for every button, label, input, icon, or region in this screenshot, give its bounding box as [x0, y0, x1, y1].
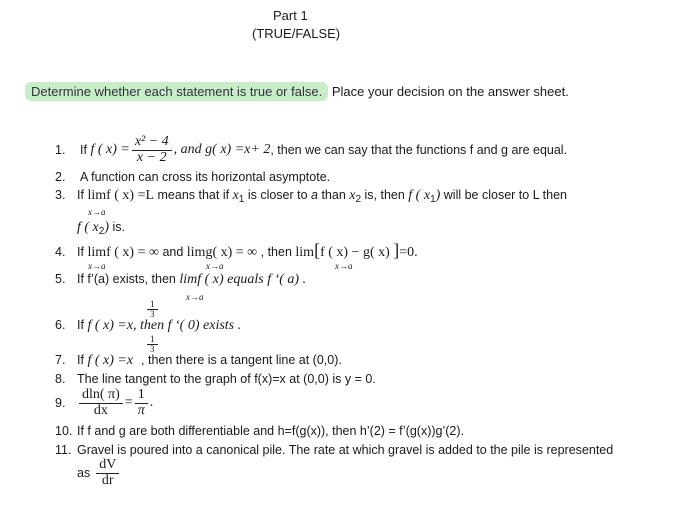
math-expression: limf ( x) equals f ‘( a) . [179, 272, 307, 287]
instructions [25, 84, 569, 99]
exponent-fraction [147, 300, 158, 320]
list-item-3-cont [77, 220, 125, 237]
instructions-highlight: Determine whether each statement is true or false. [25, 82, 328, 101]
item-number: 11. [55, 443, 72, 457]
item-number: 9. [55, 396, 66, 411]
math-fx: f ( x) = [90, 142, 130, 157]
list-item-3 [55, 188, 567, 205]
item-text: is closer to [244, 188, 312, 202]
fraction-numerator: dln( π) [79, 388, 123, 404]
item-text: If [77, 188, 84, 202]
item-text: than [317, 188, 350, 202]
item-text: is. [109, 220, 125, 234]
math-fx: f ( x) =x [87, 318, 134, 333]
limit-subscript: x→a [88, 261, 106, 271]
item-text: is, then [361, 188, 409, 202]
limit-subscript: x→a [206, 261, 224, 271]
item-text: If [77, 318, 84, 332]
instructions-rest: Place your decision on the answer sheet. [328, 84, 569, 99]
item-text: A function can cross its horizontal asymptote. [80, 170, 331, 184]
fraction-denominator: x − 2 [136, 149, 167, 165]
exponent-denominator: 3 [150, 344, 155, 355]
fraction [79, 388, 123, 418]
math-limit: limf ( x) =L [87, 188, 155, 203]
fraction-numerator: x² − 4 [132, 135, 172, 151]
item-number: 2. [55, 170, 66, 184]
math-subscript: 1 [238, 194, 245, 205]
fraction-denominator: π [137, 402, 145, 418]
fraction-denominator: dr [101, 472, 114, 488]
item-text: and [158, 245, 187, 259]
math-subscript: 2 [355, 194, 362, 205]
math-gx: , and g( x) =x+ 2 [173, 142, 271, 157]
exponent-denominator: 3 [150, 309, 155, 320]
limit-subscript: x→a [186, 292, 204, 302]
fraction [132, 135, 172, 165]
fraction-numerator: dV [96, 458, 119, 474]
math-period: . [149, 395, 154, 411]
exponent-numerator: 1 [147, 300, 158, 310]
item-number: 4. [55, 245, 66, 259]
item-number: 6. [55, 318, 66, 332]
list-item-1 [55, 130, 567, 170]
item-text: as [77, 466, 91, 481]
math-fx: f ( x) =x [87, 353, 134, 368]
item-number: 7. [55, 353, 66, 367]
limit-subscript: x→a [88, 207, 106, 217]
item-number: 8. [55, 372, 66, 386]
math-subscript: 2 [98, 226, 105, 237]
list-item-9 [55, 388, 153, 418]
item-number: 3. [55, 188, 66, 202]
list-item-6 [55, 318, 241, 334]
part-subtitle: (TRUE/FALSE) [252, 26, 341, 41]
limit-subscript: x→a [335, 261, 353, 271]
list-item-11 [55, 443, 613, 457]
math-var: x [232, 188, 239, 203]
item-number: 10. [55, 424, 73, 438]
item-text: If [77, 245, 84, 259]
list-item-5 [55, 272, 306, 288]
math-limit: limf ( x) = ∞ [87, 245, 159, 260]
bracket-close: ] [393, 240, 400, 260]
math-paren: ) [104, 220, 109, 235]
item-text: If [80, 143, 87, 157]
math-func: f ( x [408, 188, 431, 203]
item-text: The line tangent to the graph of f(x)=x at (0,0) is y = 0. [77, 372, 376, 386]
bracket-open: [ [314, 240, 321, 260]
list-item-11-cont [77, 458, 121, 488]
item-text: means that if [154, 188, 233, 202]
exponent-numerator: 1 [147, 335, 158, 345]
math-limit: lim [295, 245, 315, 260]
math-var: x [349, 188, 356, 203]
math-equals: =0. [399, 245, 418, 260]
item-text: If f and g are both differentiable and h=f(g(x)), then h’(2) = f’(g(x))g’(2). [77, 424, 464, 438]
fraction-numerator: 1 [135, 388, 148, 404]
exponent-fraction [147, 335, 158, 355]
item-text: Gravel is poured into a canonical pile. The rate at which gravel is added to the pile is represented [77, 443, 614, 457]
math-subscript: 1 [430, 194, 436, 205]
part-title: Part 1 [273, 8, 308, 23]
list-item-2 [55, 170, 330, 184]
item-text: will be closer to L then [440, 188, 567, 202]
list-item-7 [55, 353, 342, 369]
fraction-denominator: dx [93, 402, 108, 418]
item-text: If [77, 353, 84, 367]
math-var: a [311, 188, 318, 202]
math-equals: = [124, 395, 133, 411]
fraction [135, 388, 148, 418]
list-item-8 [55, 372, 376, 386]
math-paren: ) [435, 188, 441, 203]
item-number: 5. [55, 272, 66, 286]
math-expression: f ( x) − g( x) [320, 245, 394, 260]
fraction [96, 458, 119, 488]
item-text: , then we can say that the functions f and g are equal. [270, 143, 568, 157]
item-number: 1. [55, 143, 66, 157]
math-func: f ( x [77, 220, 99, 235]
item-text: , then there is a tangent line at (0,0). [141, 353, 342, 367]
list-item-4 [55, 240, 418, 261]
list-item-10 [55, 424, 464, 438]
item-text: If f’(a) exists, then [77, 272, 180, 286]
item-text: , then [257, 245, 296, 259]
math-limit: limg( x) = ∞ [186, 245, 258, 260]
math-rest: , then f ‘( 0) exists . [133, 318, 242, 333]
